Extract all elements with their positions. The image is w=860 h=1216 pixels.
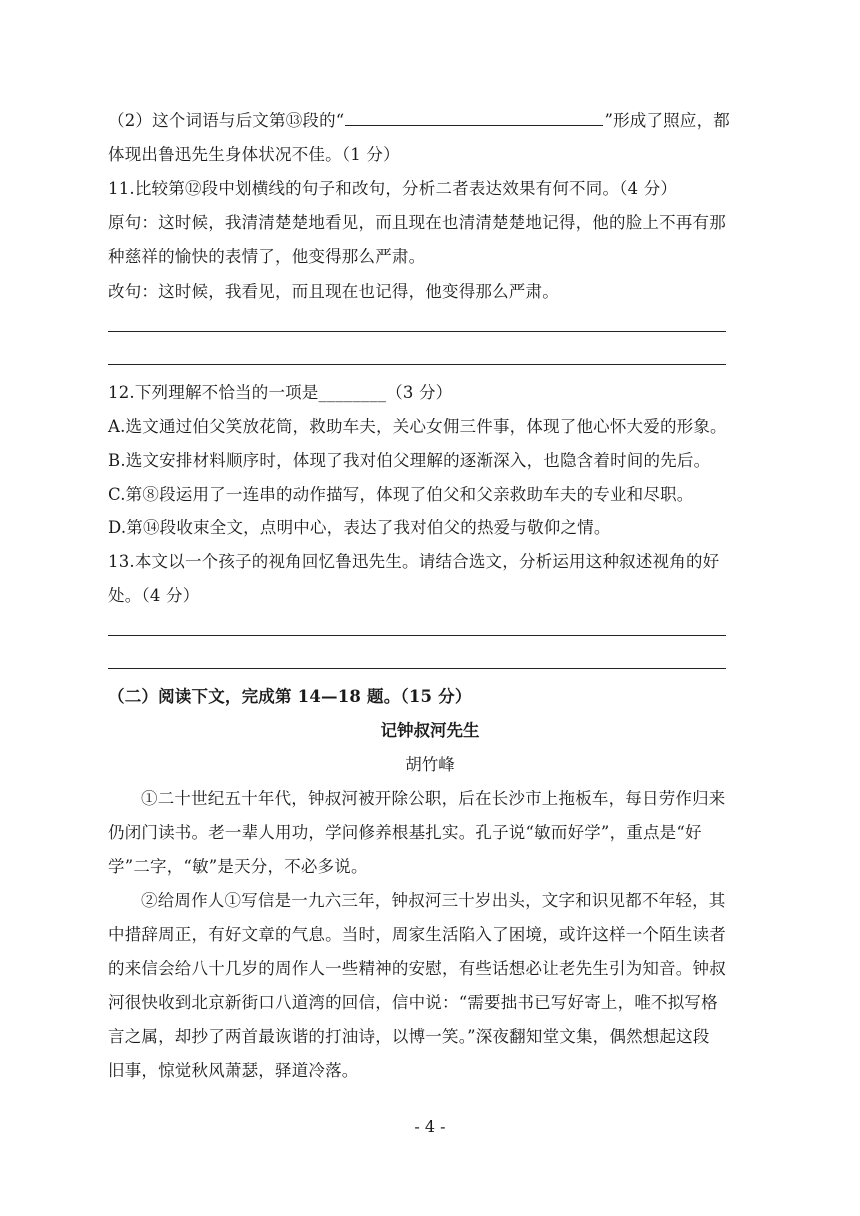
paragraph-2-line6: 旧事，惊觉秋风萧瑟，驿道冷落。: [108, 1061, 359, 1080]
q10-2-suffix: ”形成了照应，都: [604, 111, 730, 130]
section-heading: （二）阅读下文，完成第 14—18 题。（15 分）: [108, 687, 472, 706]
q10-2-line1: [108, 109, 730, 133]
q13-stem-line1: 13.本文以一个孩子的视角回忆鲁迅先生。请结合选文，分析运用这种叙述视角的好: [108, 552, 720, 571]
q12-option-a: A.选文通过伯父笑放花筒，救助车夫，关心女佣三件事，体现了他心怀大爱的形象。: [108, 417, 727, 436]
answer-line[interactable]: [108, 331, 726, 332]
paragraph-1-line2: 仍闭门读书。老一辈人用功，学问修养根基扎实。孔子说“敏而好学”，重点是“好: [108, 823, 702, 842]
q12-option-b: B.选文安排材料顺序时，体现了我对伯父理解的逐渐深入，也隐含着时间的先后。: [108, 451, 711, 470]
q11-stem: 11.比较第⑫段中划横线的句子和改句，分析二者表达效果有何不同。（4 分）: [108, 179, 678, 198]
answer-line[interactable]: [108, 364, 726, 365]
q12-option-c: C.第⑧段运用了一连串的动作描写，体现了伯父和父亲救助车夫的专业和尽职。: [108, 485, 694, 504]
page-number: - 4 -: [414, 1117, 446, 1136]
q10-2-line2: 体现出鲁迅先生身体状况不佳。（1 分）: [108, 145, 400, 164]
paragraph-2-line3: 的来信会给八十几岁的周作人一些精神的安慰，有些话想必让老先生引为知音。钟叔: [108, 959, 726, 978]
q12-stem: 12.下列理解不恰当的一项是________（3 分）: [108, 383, 453, 402]
paragraph-1-line1: ①二十世纪五十年代，钟叔河被开除公职，后在长沙市上拖板车，每日劳作归来: [141, 789, 726, 808]
paragraph-1-line3: 学”二字，“敏”是天分，不必多说。: [108, 857, 368, 876]
q12-option-d: D.第⑭段收束全文，点明中心，表达了我对伯父的热爱与敬仰之情。: [108, 518, 611, 537]
q11-revised: 改句：这时候，我看见，而且现在也记得，他变得那么严肃。: [108, 282, 559, 301]
paragraph-2-line2: 中措辞周正，有好文章的气息。当时，周家生活陷入了困境，或许这样一个陌生读者: [108, 925, 726, 944]
article-author: 胡竹峰: [405, 755, 455, 774]
q13-stem-line2: 处。（4 分）: [108, 586, 200, 605]
q11-original-line1: 原句：这时候，我清清楚楚地看见，而且现在也清清楚楚地记得，他的脸上不再有那: [108, 213, 726, 232]
answer-line[interactable]: [108, 668, 726, 669]
fill-blank[interactable]: [345, 110, 603, 126]
article-title: 记钟叔河先生: [380, 721, 480, 740]
paragraph-2-line1: ②给周作人①写信是一九六三年，钟叔河三十岁出头，文字和识见都不年轻，其: [141, 891, 726, 910]
answer-line[interactable]: [108, 635, 726, 636]
q10-2-prefix: （2）这个词语与后文第⑬段的“: [108, 111, 345, 130]
q11-original-line2: 种慈祥的愉快的表情了，他变得那么严肃。: [108, 247, 426, 266]
paragraph-2-line4: 河很快收到北京新街口八道湾的回信，信中说：“需要拙书已写好寄上，唯不拟写格: [108, 993, 718, 1012]
paragraph-2-line5: 言之属，却抄了两首最诙谐的打油诗，以博一笑。”深夜翻知堂文集，偶然想起这段: [108, 1027, 710, 1046]
